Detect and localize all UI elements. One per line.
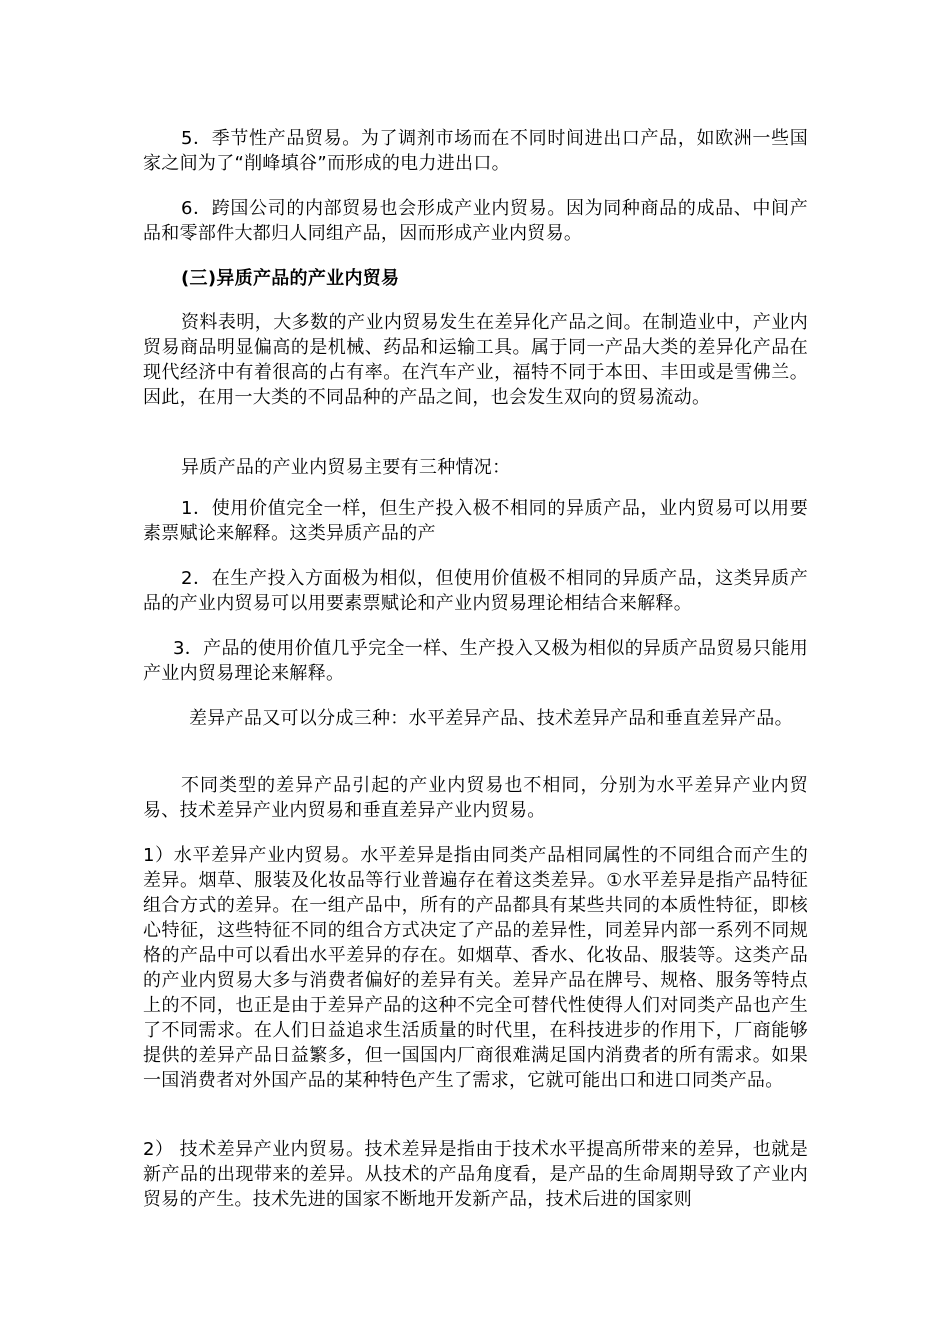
paragraph-case-1: 1．使用价值完全一样，但生产投入极不相同的异质产品，业内贸易可以用要素票赋论来解释。这类异质产品的产	[143, 498, 808, 544]
paragraph-technical-difference: 2） 技术差异产业内贸易。技术差异是指由于技术水平提高所带来的差异，也就是新产品的出现带来的差异。从技术的产品角度看，是产品的生命周期导致了产业内贸易的产生。技术先进的国家不断地开发新产品，技术后进的国家则	[143, 1139, 808, 1210]
paragraph-seasonal-trade: 5．季节性产品贸易。为了调剂市场而在不同时间进出口产品，如欧洲一些国家之间为了“削峰填谷”而形成的电力进出口。	[143, 128, 808, 174]
section-heading: (三)异质产品的产业内贸易	[181, 268, 400, 289]
paragraph-multinational-trade: 6．跨国公司的内部贸易也会形成产业内贸易。因为同种商品的成品、中间产品和零部件大都归人同组产品，因而形成产业内贸易。	[143, 198, 808, 244]
paragraph-three-types: 差异产品又可以分成三种：水平差异产品、技术差异产品和垂直差异产品。	[189, 708, 793, 729]
paragraph-three-cases-intro: 异质产品的产业内贸易主要有三种情况：	[181, 457, 511, 478]
paragraph-trade-types: 不同类型的差异产品引起的产业内贸易也不相同，分别为水平差异产业内贸易、技术差异产业内贸易和垂直差异产业内贸易。	[143, 775, 808, 821]
paragraph-differentiated-products: 资料表明，大多数的产业内贸易发生在差异化产品之间。在制造业中，产业内贸易商品明显偏高的是机械、药品和运输工具。属于同一产品大类的差异化产品在现代经济中有着很高的占有率。在汽车产业，福特不同于本田、丰田或是雪佛兰。因此，在用一大类的不同品种的产品之间，也会发生双向的贸易流动。	[143, 312, 808, 408]
paragraph-horizontal-difference: 1）水平差异产业内贸易。水平差异是指由同类产品相同属性的不同组合而产生的差异。烟草、服装及化妆品等行业普遍存在着这类差异。①水平差异是指产品特征组合方式的差异。在一组产品中，所有的产品都具有某些共同的本质性特征，即核心特征，这些特征不同的组合方式决定了产品的差异性，同差异内部一系列不同规格的产品中可以看出水平差异的存在。如烟草、香水、化妆品、服装等。这类产品的产业内贸易大多与消费者偏好的差异有关。差异产品在牌号、规格、服务等特点上的不同，也正是由于差异产品的这种不完全可替代性使得人们对同类产品也产生了不同需求。在人们日益追求生活质量的时代里，在科技进步的作用下，厂商能够提供的差异产品日益繁多，但一国国内厂商很难满足国内消费者的所有需求。如果一国消费者对外国产品的某种特色产生了需求，它就可能出口和进口同类产品。	[143, 845, 808, 1091]
paragraph-case-2: 2．在生产投入方面极为相似，但使用价值极不相同的异质产品，这类异质产品的产业内贸易可以用要素票赋论和产业内贸易理论相结合来解释。	[143, 568, 808, 614]
paragraph-case-3: 3．产品的使用价值几乎完全一样、生产投入又极为相似的异质产品贸易只能用产业内贸易理论来解释。	[143, 638, 808, 684]
